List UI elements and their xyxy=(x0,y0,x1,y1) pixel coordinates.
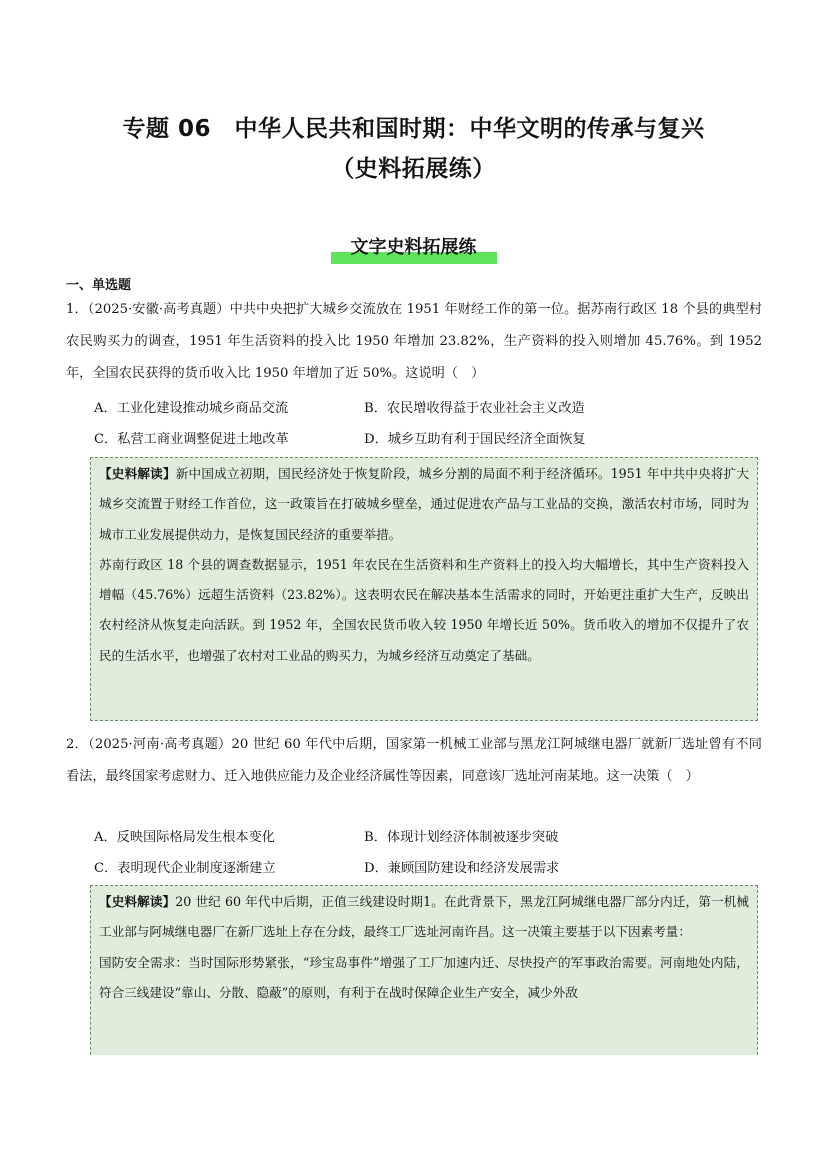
page-subtitle: （史料拓展练） xyxy=(331,156,496,182)
analysis-paragraph: 苏南行政区 18 个县的调查数据显示，1951 年农民在生活资料和生产资料上的投入均大幅增长，其中生产资料投入增幅（45.76%）远超生活资料（23.82%）。这表明农民在解决基本生活需求的同时，开始更注重扩大生产，反映出农村经济从恢复走向活跃。到 1952 年，全国农民货币收入较 1950 年增长近 50%。货币收入的增加不仅提升了农民的生活水平，也增强了农村对工业品的购买力，为城乡经济互动奠定了基础。 xyxy=(99,556,749,663)
section-heading: 一、单选题 xyxy=(66,278,132,293)
banner-text: 文字史料拓展练 xyxy=(350,237,477,258)
question-1-analysis-box xyxy=(90,457,758,721)
option-c: C．表明现代企业制度逐渐建立 xyxy=(94,861,276,876)
question-1-stem: 1．（2025·安徽·高考真题）中共中央把扩大城乡交流放在 1951 年财经工作的第一位。据苏南行政区 18 个县的典型村农民购买力的调查，1951 年生活资料的投入比 1950 年增加 23.82%，生产资料的投入则增加 45.76%。到 1952 年，全国农民获得的货币收入比 1950 年增加了近 50%。这说明（ ） xyxy=(66,302,762,381)
option-d: D．城乡互助有利于国民经济全面恢复 xyxy=(364,432,586,447)
page-title: 专题 06 中华人民共和国时期：中华文明的传承与复兴 xyxy=(122,116,705,142)
option-d: D．兼顾国防建设和经济发展需求 xyxy=(364,861,560,876)
question-1-options xyxy=(94,393,754,455)
analysis-text: 20 世纪 60 年代中后期，正值三线建设时期1。在此背景下，黑龙江阿城继电器厂部分内迁，第一机械工业部与阿城继电器厂在新厂选址上存在分歧，最终工厂选址河南许昌。这一决策主要基于以下因素考量： xyxy=(99,894,750,940)
analysis-text: 新中国成立初期，国民经济处于恢复阶段，城乡分割的局面不利于经济循环。1951 年中共中央将扩大城乡交流置于财经工作首位，这一政策旨在打破城乡壁垒，通过促进农产品与工业品的交换，激活农村市场，同时为城市工业发展提供动力，是恢复国民经济的重要举措。 xyxy=(99,466,749,542)
analysis-paragraph xyxy=(99,887,749,948)
question-2-stem: 2．（2025·河南·高考真题）20 世纪 60 年代中后期，国家第一机械工业部与黑龙江阿城继电器厂就新厂选址曾有不同看法，最终国家考虑财力、迁入地供应能力及企业经济属性等因素，同意该厂选址河南某地。这一决策（ ） xyxy=(66,737,762,784)
option-a: A．工业化建设推动城乡商品交流 xyxy=(94,401,289,416)
option-b: B．体现计划经济体制被逐步突破 xyxy=(364,830,559,845)
section-banner xyxy=(0,236,827,264)
question-2-analysis-box xyxy=(90,885,758,1055)
banner-label xyxy=(341,236,487,264)
analysis-label: 【史料解读】 xyxy=(99,466,176,481)
analysis-paragraph: 国防安全需求：当时国际形势紧张，“珍宝岛事件”增强了工厂加速内迁、尽快投产的军事政治需要。河南地处内陆，符合三线建设“靠山、分散、隐蔽”的原则，有利于在战时保障企业生产安全，减少外敌 xyxy=(99,954,749,1000)
option-a: A．反映国际格局发生根本变化 xyxy=(94,830,275,845)
analysis-paragraph xyxy=(99,459,749,550)
question-2-options xyxy=(94,822,754,884)
option-c: C．私营工商业调整促进土地改革 xyxy=(94,432,289,447)
option-b: B．农民增收得益于农业社会主义改造 xyxy=(364,401,585,416)
analysis-label: 【史料解读】 xyxy=(99,894,176,909)
